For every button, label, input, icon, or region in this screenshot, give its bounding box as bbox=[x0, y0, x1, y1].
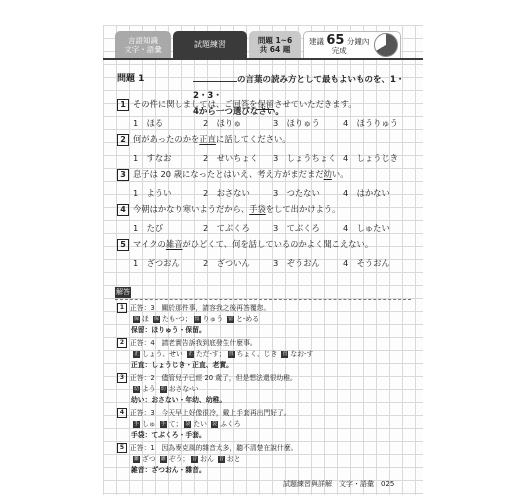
question-item bbox=[117, 97, 413, 129]
answer-block: 1 正答：3 關於那件事，請容我之後再答覆您。 保 ほ 保 たも-つ； 留 りゅう 留 と-める 保留：ほりゅう・保留。 bbox=[117, 303, 413, 336]
category-tab bbox=[115, 31, 171, 58]
reading: ただ-す bbox=[195, 350, 219, 358]
textbook-page bbox=[103, 25, 423, 495]
item-number: 2 bbox=[117, 134, 129, 146]
time-complete: 完成 bbox=[331, 45, 347, 55]
option[interactable]: 1 ようい bbox=[133, 188, 172, 198]
answer-line: 正答：1 因為麥克風的雜音太多，聽不清楚在說什麼。 bbox=[130, 444, 298, 452]
kanji-box: 保 bbox=[133, 315, 139, 322]
kanji-box: 直 bbox=[282, 350, 288, 357]
reading: ちょく、じき bbox=[236, 350, 278, 358]
kanji-box: 袋 bbox=[212, 420, 218, 427]
category-line2: 文字・語彙 bbox=[124, 44, 162, 54]
kanji-box: 音 bbox=[192, 455, 198, 462]
reading: ぞう bbox=[168, 455, 183, 463]
option[interactable]: 4 しゅたい bbox=[343, 223, 390, 233]
answer-divider bbox=[115, 299, 411, 300]
option[interactable]: 3 てぶくろ bbox=[273, 223, 320, 233]
kanji-box: 保 bbox=[153, 315, 159, 322]
answer-number: 2 bbox=[117, 338, 127, 348]
clock-icon bbox=[374, 33, 398, 57]
reading: おさな-い bbox=[168, 385, 199, 393]
answer-block bbox=[117, 373, 413, 406]
option[interactable]: 2 ざついん bbox=[203, 258, 250, 268]
target-word: 正直 bbox=[199, 134, 216, 144]
target-word: 幼 bbox=[323, 169, 332, 179]
question-item bbox=[117, 202, 413, 234]
answer-block: 4 正答：3 今天早上好像很冷，戴上手套再出門好了。 手 しゅ 手 て； 袋 たい 袋 ふくろ 手袋：てぶくろ・手套。 bbox=[117, 408, 413, 441]
sentence-part: をして出かけよう。 bbox=[265, 204, 341, 214]
kanji-box: 袋 bbox=[185, 420, 191, 427]
option[interactable]: 3 しょうちょく bbox=[273, 153, 337, 163]
blank-underline bbox=[193, 71, 237, 82]
reading: おん bbox=[200, 455, 214, 463]
answer-number: 5 bbox=[117, 443, 127, 453]
instruction-line2: 4から一つ選びなさい。 bbox=[193, 107, 284, 117]
target-word: 雑音 bbox=[165, 239, 183, 249]
kanji-box: 留 bbox=[228, 315, 234, 322]
kanji-box: 正 bbox=[187, 350, 193, 357]
answer-gloss: 雑音：ざつおん・雜音。 bbox=[131, 466, 206, 474]
range-line2: 共 64 題 bbox=[259, 44, 291, 54]
kanji-box: 手 bbox=[160, 420, 166, 427]
time-tab bbox=[303, 31, 401, 58]
answer-gloss: 手袋：てぶくろ・手套。 bbox=[131, 431, 206, 439]
practice-tab bbox=[173, 31, 247, 58]
option[interactable]: 3 ぞうおん bbox=[273, 258, 320, 268]
reading: ふくろ bbox=[220, 420, 241, 428]
category-line1: 言語知識 bbox=[128, 35, 158, 45]
sentence-part: させていただきます。 bbox=[274, 99, 357, 109]
sentence-part: マイクの bbox=[133, 239, 166, 249]
item-number: 4 bbox=[117, 204, 129, 216]
target-word: 保留 bbox=[257, 99, 275, 109]
target-word: 手袋 bbox=[249, 204, 266, 214]
time-post: 分鐘內 bbox=[346, 36, 370, 46]
answer-line: 正答：4 請老實告訴我到底發生什麼事。 bbox=[130, 339, 257, 347]
answer-block: 2 正答：4 請老實告訴我到底發生什麼事。 正 しょう、せい 正 ただ-す； 直 ちょく、じき 直 なお-す 正直：しょうじき・正直、老實。 bbox=[117, 338, 413, 371]
answer-gloss: 保留：ほりゅう・保留。 bbox=[131, 326, 206, 334]
option[interactable]: 4 しょうじき bbox=[343, 153, 399, 163]
answer-block: 5 正答：1 因為麥克風的雜音太多，聽不清楚在說什麼。 雑 ざつ 雑 ぞう； 音 おん 音 おと 雑音：ざつおん・雜音。 bbox=[117, 443, 413, 476]
sentence-part: 何があったのかを bbox=[133, 134, 200, 144]
answer-line: 正答：3 關於那件事，請容我之後再答覆您。 bbox=[130, 304, 271, 312]
question-title: 問題 1 bbox=[117, 74, 145, 84]
option[interactable]: 2 てぶくろ bbox=[203, 223, 250, 233]
header-rule bbox=[103, 58, 423, 60]
answer-line: 正答：2 儘管兒子已經 20 歲了，但是想法還很幼稚。 bbox=[130, 374, 297, 382]
answer-number: 4 bbox=[117, 408, 127, 418]
question-item bbox=[117, 132, 413, 164]
reading: ざつ bbox=[142, 455, 156, 463]
option[interactable]: 4 はかない bbox=[343, 188, 390, 198]
time-minutes: 65 bbox=[326, 32, 345, 48]
kanji-box: 雑 bbox=[160, 455, 166, 462]
section-header bbox=[115, 31, 401, 58]
reading: りゅう bbox=[202, 315, 223, 323]
option[interactable]: 2 せいちょく bbox=[203, 153, 259, 163]
reading: おと bbox=[226, 455, 241, 463]
option[interactable]: 4 ほうりゅう bbox=[343, 118, 399, 128]
option[interactable]: 1 たび bbox=[133, 223, 164, 233]
kanji-box: 留 bbox=[194, 315, 200, 322]
question-item bbox=[117, 167, 413, 199]
item-number: 1 bbox=[117, 99, 129, 111]
option[interactable]: 1 すなお bbox=[133, 153, 172, 163]
reading: しゅ bbox=[142, 420, 156, 428]
kanji-box: 雑 bbox=[133, 455, 139, 462]
sentence-part: 今朝はかなり寒いようだから、 bbox=[133, 204, 250, 214]
time-pre: 建議 bbox=[309, 36, 324, 46]
sentence-part: 息子は 20 歳になったとはいえ、考え方がまだまだ bbox=[133, 169, 324, 179]
reading: て bbox=[168, 420, 176, 428]
item-number: 5 bbox=[117, 239, 129, 251]
page-footer: 試題練習與詳解 文字・語彙 025 bbox=[283, 480, 395, 488]
sentence-part: その件に関しましては、ご回答を bbox=[133, 99, 258, 109]
practice-label: 試題練習 bbox=[194, 40, 226, 49]
answer-line: 正答：3 今天早上好像很冷，戴上手套再出門好了。 bbox=[130, 409, 291, 417]
option[interactable]: 3 つたない bbox=[273, 188, 320, 198]
option[interactable]: 2 おさない bbox=[203, 188, 250, 198]
answer-number: 3 bbox=[117, 373, 127, 383]
answer-number: 1 bbox=[117, 303, 127, 313]
option[interactable]: 1 ざつおん bbox=[133, 258, 180, 268]
sentence-part: がひどくて、何を話しているのかよく聞こえない。 bbox=[182, 239, 374, 249]
item-number: 3 bbox=[117, 169, 129, 181]
sentence-part: い。 bbox=[331, 169, 349, 179]
reading: ほ bbox=[142, 315, 149, 323]
kanji-box: 音 bbox=[218, 455, 224, 462]
range-tab bbox=[249, 31, 301, 58]
reading: よう bbox=[142, 385, 156, 393]
question-item bbox=[117, 237, 413, 269]
instruction-line1: の言葉の読み方として最もよいものを、1・2・3・ bbox=[193, 75, 405, 101]
range-line1: 問題 1~6 bbox=[257, 35, 293, 45]
answer-gloss: 正直：しょうじき・正直、老實。 bbox=[131, 361, 233, 369]
answer-label: 解答 bbox=[116, 288, 130, 296]
reading: たも-つ bbox=[161, 315, 185, 323]
sentence-part: に話してください。 bbox=[215, 134, 291, 144]
answer-gloss: 幼い：おさない・年幼、幼稚。 bbox=[131, 396, 227, 404]
reading: と-める bbox=[236, 315, 260, 323]
kanji-box: 手 bbox=[133, 420, 139, 427]
kanji-box: 正 bbox=[133, 350, 139, 357]
reading: なお-す bbox=[290, 350, 314, 358]
reading: しょう、せい bbox=[142, 350, 183, 358]
option[interactable]: 1 ほる bbox=[133, 118, 164, 128]
kanji-box: 幼 bbox=[160, 385, 166, 392]
option[interactable]: 3 ほりゅう bbox=[273, 118, 320, 128]
option[interactable]: 2 ほりゅ bbox=[203, 118, 242, 128]
reading: たい bbox=[193, 420, 207, 428]
kanji-box: 直 bbox=[228, 350, 234, 357]
kanji-box: 幼 bbox=[133, 385, 139, 392]
option[interactable]: 4 そうおん bbox=[343, 258, 390, 268]
